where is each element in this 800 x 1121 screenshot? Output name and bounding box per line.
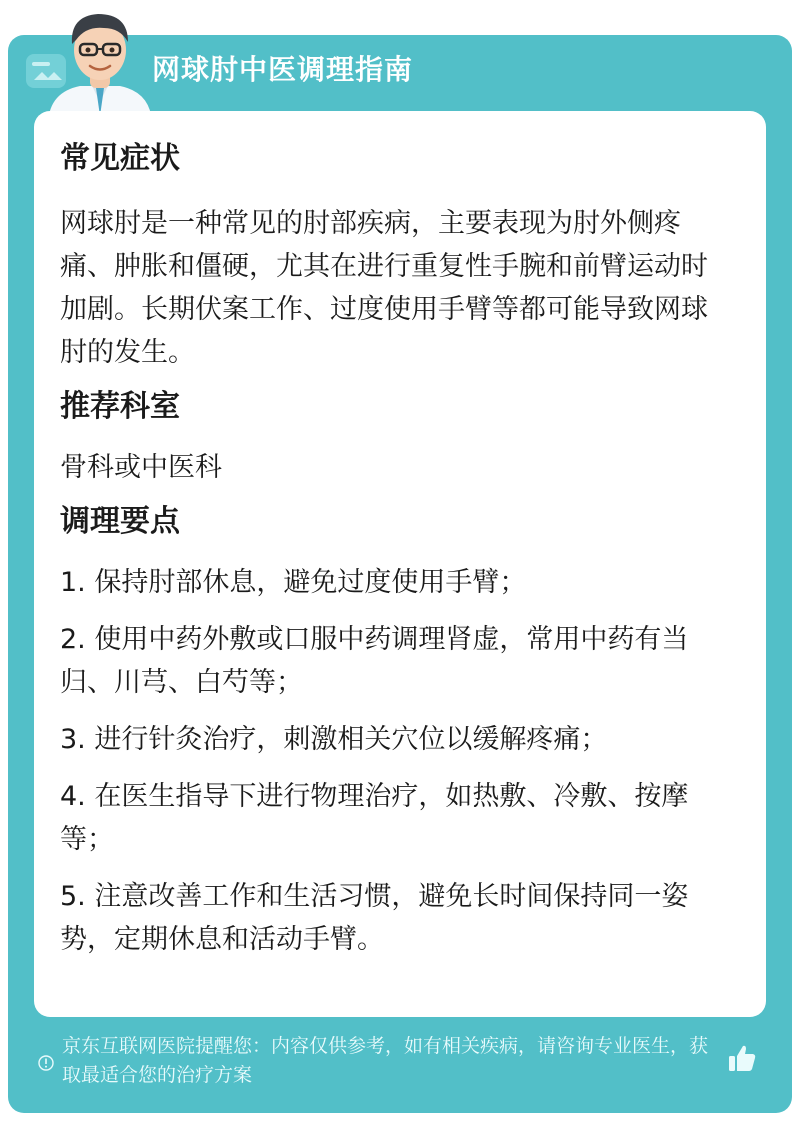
symptoms-heading: 常见症状 bbox=[60, 141, 180, 176]
department-text: 骨科或中医科 bbox=[60, 452, 222, 483]
care-item: 4. 在医生指导下进行物理治疗，如热敷、冷敷、按摩等； bbox=[60, 781, 689, 855]
care-heading: 调理要点 bbox=[60, 504, 180, 539]
content-body bbox=[60, 134, 730, 961]
care-item: 5. 注意改善工作和生活习惯，避免长时间保持同一姿势，定期休息和活动手臂。 bbox=[60, 881, 689, 955]
symptoms-text: 网球肘是一种常见的肘部疾病，主要表现为肘外侧疼痛、肿胀和僵硬，尤其在进行重复性手腕和前臂运动时加剧。长期伏案工作、过度使用手臂等都可能导致网球肘的发生。 bbox=[60, 208, 708, 368]
care-item: 3. 进行针灸治疗，刺激相关穴位以缓解疼痛； bbox=[60, 724, 608, 755]
department-heading: 推荐科室 bbox=[60, 389, 180, 424]
care-item: 1. 保持肘部休息，避免过度使用手臂； bbox=[60, 567, 527, 598]
page-title: 网球肘中医调理指南 bbox=[152, 53, 414, 86]
info-icon bbox=[38, 1055, 54, 1071]
doctor-avatar bbox=[40, 6, 160, 122]
thumbs-up-icon[interactable] bbox=[726, 1042, 758, 1074]
care-item: 2. 使用中药外敷或口服中药调理肾虚，常用中药有当归、川芎、白芍等； bbox=[60, 624, 689, 698]
disclaimer-text: 京东互联网医院提醒您：内容仅供参考，如有相关疾病，请咨询专业医生，获取最适合您的治疗方案 bbox=[62, 1035, 709, 1086]
